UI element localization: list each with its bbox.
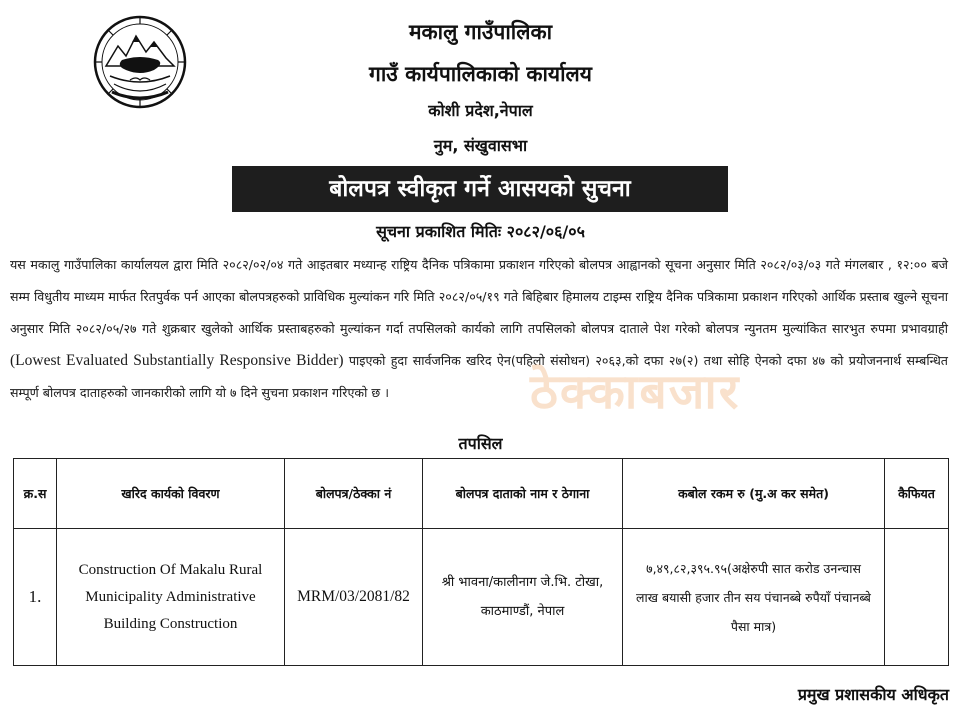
table-row — [14, 529, 949, 666]
province-line: कोशी प्रदेश,नेपाल — [428, 101, 533, 120]
cell-amount: ७,४९,८२,३९५.९५(अक्षेरुपी सात करोड उनन्चास लाख बयासी हजार तीन सय पंचानब्बे रुपैयाँ पंचानब्बे पैसा मात्र) — [623, 529, 885, 666]
header-amount: कबोल रकम रु (मु.अ कर समेत) — [623, 459, 885, 529]
signature-designation: प्रमुख प्रशासकीय अधिकृत — [797, 685, 949, 704]
header-bidder: बोलपत्र दाताको नाम र ठेगाना — [423, 459, 623, 529]
location-line: नुम, संखुवासभा — [433, 136, 528, 155]
cell-description: Construction Of Makalu Rural Municipality Administrative Building Construction — [57, 529, 285, 666]
office-name: गाउँ कार्यपालिकाको कार्यालय — [369, 62, 592, 86]
body-text-part1: यस मकालु गाउँपालिका कार्यालयल द्वारा मिति २०८२/०२/०४ गते आइतबार मध्यान्ह राष्ट्रिय दैनिक पत्रिकामा प्रकाशन गरिएको बोलपत्र आह्वानको सूचना अनुसार मिति २०८२/०३/०३ गते मंगलबार , १२:०० बजे सम्म विधुतीय माध्यम मार्फत रितपुर्वक पर्न आएका बोलपत्रहरुको प्राविधिक मुल्यांकन गरि मिति २०८२/०५/१९ गते बिहिबार हिमालय टाइम्स राष्ट्रिय दैनिक पत्रिकामा प्रकाशन गरिएको आर्थिक प्रस्ताब खुल्ने सूचना अनुसार मिति २०८२/०५/२७ गते शुक्रबार खुलेको आर्थिक प्रस्ताबहरुको मुल्यांकन गर्दा तपसिलको कार्यको लागि तपसिलको बोलपत्र दाताले पेश गरेको बोलपत्र न्युनतम मुल्यांकित सारभुत रुपमा प्रभावग्राही — [10, 257, 948, 336]
header-tender-no: बोलपत्र/ठेक्का नं — [285, 459, 423, 529]
header-sn: क्र.स — [14, 459, 57, 529]
header-remarks: कैफियत — [885, 459, 949, 529]
header-description: खरिद कार्यको विवरण — [57, 459, 285, 529]
table-caption: तपसिल — [458, 434, 503, 453]
notice-title-banner: बोलपत्र स्वीकृत गर्ने आसयको सुचना — [232, 166, 728, 212]
cell-tender-no: MRM/03/2081/82 — [285, 529, 423, 666]
body-text-part2: पाइएको हुदा सार्वजनिक खरिद ऐन(पहिलो संसोधन) २०६३,को दफा २७(२) तथा सोहि ऐनको दफा ४७ को प्रयोजननार्थ सम्बन्धित सम्पूर्ण बोलपत्र दाताहरुको जानकारीको लागि यो ७ दिने सुचना प्रकाशन गरिएको छ । — [10, 353, 948, 400]
watermark: ठेक्काबजार — [530, 366, 741, 419]
municipality-name: मकालु गाउँपालिका — [408, 20, 553, 44]
published-date-label: सूचना प्रकाशित मितिः — [376, 222, 502, 241]
cell-bidder: श्री भावना/कालीनाग जे.भि. टोखा, काठमाण्डौं, नेपाल — [423, 529, 623, 666]
table-header-row — [14, 459, 949, 529]
body-text-english: (Lowest Evaluated Substantially Responsive Bidder) — [10, 352, 344, 369]
published-date-value: २०८२/०६/०५ — [506, 222, 585, 241]
cell-remarks — [885, 529, 949, 666]
details-table — [13, 458, 949, 666]
cell-sn: 1. — [14, 529, 57, 666]
published-date-line — [0, 220, 961, 242]
notice-body — [10, 249, 948, 409]
